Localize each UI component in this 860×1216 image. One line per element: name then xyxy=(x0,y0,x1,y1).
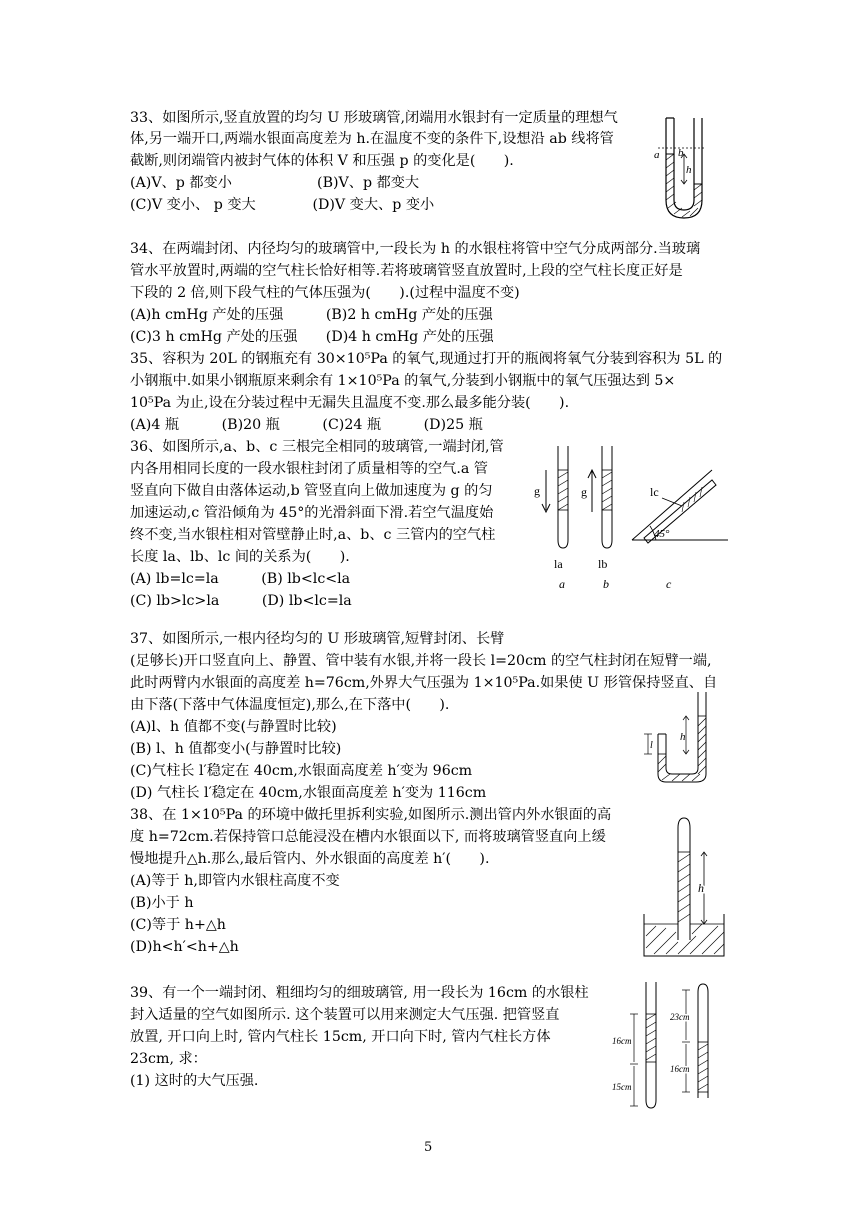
q35-line-1: 35、容积为 20L 的钢瓶充有 30×10⁵Pa 的氧气,现通过打开的瓶阀将氧气分装到容积为 5L 的 xyxy=(130,351,723,367)
q39-line-3: 放置, 开口向上时, 管内气柱长 15cm, 开口向下时, 管内气柱长方体 xyxy=(130,1029,551,1045)
q35-line-2: 小钢瓶中.如果小钢瓶原来剩余有 1×10⁵Pa 的氧气,分装到小钢瓶中的氧气压强达到 5× xyxy=(130,373,676,389)
q33-option-ab: (A)V、p 都变小 (B)V、p 都变大 xyxy=(130,175,420,191)
q33-line-2: 体,另一端开口,两端水银面高度差为 h.在温度不变的条件下,设想沿 ab 线将管 xyxy=(130,131,614,147)
q38-option-c: (C)等于 h+△h xyxy=(130,917,226,933)
q38-option-a: (A)等于 h,即管内水银柱高度不变 xyxy=(130,873,340,889)
q39-label-16cm-left: 16cm xyxy=(612,1036,632,1046)
q37-option-a: (A)l、h 值都不变(与静置时比较) xyxy=(130,719,337,735)
q37-line-1: 37、如图所示,一根内径均匀的 U 形玻璃管,短臂封闭、长臂 xyxy=(130,631,505,647)
q36-label-g-b: g xyxy=(581,485,587,499)
q36-line-3: 竖直向下做自由落体运动,b 管竖直向上做加速度为 g 的匀 xyxy=(130,483,493,499)
q39-label-16cm-right: 16cm xyxy=(670,1064,690,1074)
q33-label-h: h xyxy=(686,164,692,176)
q33-line-3: 截断,则闭端管内被封气体的体积 V 和压强 p 的变化是( ). xyxy=(130,153,514,169)
q36-label-angle: 45° xyxy=(654,528,670,540)
q38-line-1: 38、在 1×10⁵Pa 的环境中做托里拆利实验,如图所示.测出管内外水银面的高 xyxy=(130,807,612,823)
q36-line-2: 内各用相同长度的一段水银柱封闭了质量相等的空气.a 管 xyxy=(130,461,488,477)
q36-label-a: a xyxy=(559,577,565,591)
q39-label-23cm: 23cm xyxy=(670,1012,690,1022)
q33-u-tube-figure xyxy=(648,108,720,228)
q34-line-3: 下段的 2 倍,则下段气柱的气体压强为( ).(过程中温度不变) xyxy=(130,285,520,301)
q39-line-4: 23cm, 求： xyxy=(130,1051,207,1067)
q37-line-3: 此时两臂内水银面的高度差 h=76cm,外界大气压强为 1×10⁵Pa.如果使 U 形管保持竖直、自 xyxy=(130,675,718,691)
q39-part-1: (1) 这时的大气压强. xyxy=(130,1073,259,1089)
q36-line-1: 36、如图所示,a、b、c 三根完全相同的玻璃管,一端封闭,管 xyxy=(130,439,504,455)
q34-option-ab: (A)h cmHg 产处的压强 (B)2 h cmHg 产处的压强 xyxy=(130,307,493,323)
q37-label-h: h xyxy=(680,731,686,743)
q39-line-2: 封入适量的空气如图所示. 这个装置可以用来测定大气压强. 把管竖直 xyxy=(130,1007,560,1023)
q33-option-cd: (C)V 变小、 p 变大 (D)V 变大、p 变小 xyxy=(130,197,435,213)
q36-line-4: 加速运动,c 管沿倾角为 45°的光滑斜面下滑.若空气温度始 xyxy=(130,505,494,521)
q37-option-b: (B) l、h 值都变小(与静置时比较) xyxy=(130,741,342,757)
q36-label-lb: lb xyxy=(598,557,608,571)
q36-label-b: b xyxy=(603,577,609,591)
q36-option-ab: (A) lb=lc=la (B) lb<lc<la xyxy=(130,571,351,587)
q33-label-a: a xyxy=(654,149,660,161)
q36-label-g-a: g xyxy=(534,484,540,498)
q36-three-tubes-figure xyxy=(532,440,732,600)
q34-option-cd: (C)3 h cmHg 产处的压强 (D)4 h cmHg 产处的压强 xyxy=(130,329,494,345)
q37-option-c: (C)气柱长 l′稳定在 40cm,水银面高度差 h′变为 96cm xyxy=(130,763,473,779)
q37-line-2: (足够长)开口竖直向上、静置、管中装有水银,并将一段长 l=20cm 的空气柱封闭在短臂一端, xyxy=(130,653,712,669)
q38-option-b: (B)小于 h xyxy=(130,895,194,911)
q36-line-5: 终不变,当水银柱相对管壁静止时,a、b、c 三管内的空气柱 xyxy=(130,527,496,543)
q35-line-3: 10⁵Pa 为止,设在分装过程中无漏失且温度不变.那么最多能分装( ). xyxy=(130,395,570,411)
q39-label-15cm: 15cm xyxy=(612,1082,632,1092)
q39-tubes-figure xyxy=(610,980,720,1112)
q38-label-h: h xyxy=(698,881,704,895)
q36-label-lc: lc xyxy=(650,485,659,499)
q34-line-1: 34、在两端封闭、内径均匀的玻璃管中,一段长为 h 的水银柱将管中空气分成两部分.当玻璃 xyxy=(130,241,701,257)
q36-option-cd: (C) lb>lc>la (D) lb<lc=la xyxy=(130,593,352,609)
q37-option-d: (D) 气柱长 l′稳定在 40cm,水银面高度差 h′变为 116cm xyxy=(130,785,487,801)
q33-line-1: 33、如图所示,竖直放置的均匀 U 形玻璃管,闭端用水银封有一定质量的理想气 xyxy=(130,110,618,126)
q38-option-d: (D)h<h′<h+△h xyxy=(130,939,239,955)
q36-label-la: la xyxy=(554,557,563,571)
q38-line-3: 慢地提升△h.那么,最后管内、外水银面的高度差 h′( ). xyxy=(130,851,490,867)
q35-options: (A)4 瓶 (B)20 瓶 (C)24 瓶 (D)25 瓶 xyxy=(130,417,483,433)
q37-label-l: l xyxy=(650,740,653,751)
q37-u-tube-figure xyxy=(636,690,718,790)
q38-torricelli-figure xyxy=(640,806,730,966)
q34-line-2: 管水平放置时,两端的空气柱长恰好相等.若将玻璃管竖直放置时,上段的空气柱长度正好是 xyxy=(130,263,683,279)
q36-label-c: c xyxy=(666,577,672,591)
page-number: 5 xyxy=(424,1140,433,1155)
q39-line-1: 39、有一个一端封闭、粗细均匀的细玻璃管, 用一段长为 16cm 的水银柱 xyxy=(130,985,589,1001)
q37-line-4: 由下落(下落中气体温度恒定),那么,在下落中( ). xyxy=(130,697,450,713)
q33-label-b: b xyxy=(678,147,684,159)
q38-line-2: 度 h=72cm.若保持管口总能浸没在槽内水银面以下, 而将玻璃管竖直向上缓 xyxy=(130,829,606,845)
q36-line-6: 长度 la、lb、lc 间的关系为( ). xyxy=(130,549,350,565)
